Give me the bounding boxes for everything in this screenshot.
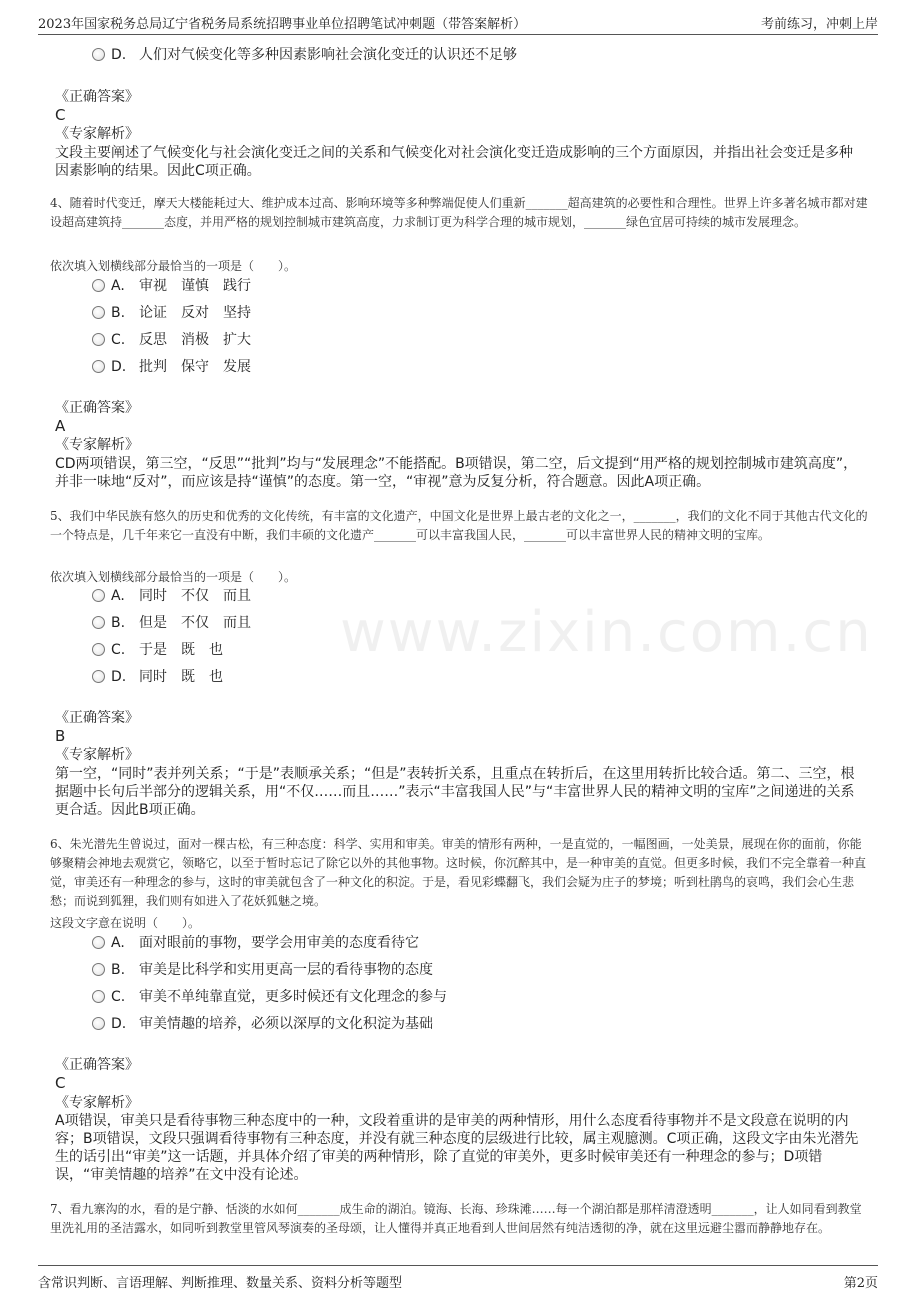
radio-icon[interactable] [92, 279, 105, 292]
option-text: 于是 既 也 [139, 642, 223, 658]
q5-option-c[interactable] [92, 640, 223, 660]
q5-answer: B [55, 727, 66, 745]
option-text: 但是 不仅 而且 [139, 615, 251, 631]
q5-prompt: 依次填入划横线部分最恰当的一项是（ ）。 [50, 570, 297, 584]
option-letter: D. [111, 359, 127, 375]
radio-icon[interactable] [92, 360, 105, 373]
radio-icon[interactable] [92, 616, 105, 629]
option-letter: B. [111, 615, 126, 631]
radio-icon[interactable] [92, 990, 105, 1003]
q6-option-b[interactable] [92, 960, 433, 980]
option-text: 反思 消极 扩大 [139, 332, 251, 348]
option-text: 审美是比科学和实用更高一层的看待事物的态度 [139, 962, 433, 978]
option-letter: A. [111, 588, 125, 604]
radio-icon[interactable] [92, 643, 105, 656]
q4-stem: 4、随着时代变迁，摩天大楼能耗过大、维护成本过高、影响环境等多种弊端促使人们重新_______超高建筑的必要性和合理性。世界上许多著名城市都对建设超高建筑持_______态度，并用严格的规划控制城市建筑高度，力求制订更为科学合理的城市规划，_______绿色宜居可持续的城市发展理念。 [50, 196, 868, 229]
watermark: www.zixin.com.cn [340, 600, 873, 665]
q4-option-c[interactable] [92, 330, 251, 350]
option-letter: D. [111, 47, 127, 63]
q6-option-a[interactable] [92, 933, 419, 953]
option-text: 审美不单纯靠直觉，更多时候还有文化理念的参与 [139, 989, 447, 1005]
q6-answer: C [55, 1074, 66, 1092]
q3-option-d[interactable] [92, 45, 517, 65]
q6-option-d[interactable] [92, 1014, 433, 1034]
q6-prompt: 这段文字意在说明（ ）。 [50, 916, 201, 930]
option-letter: D. [111, 669, 127, 685]
option-letter: A. [111, 278, 125, 294]
analysis-label: 《专家解析》 [55, 437, 139, 453]
q5-option-d[interactable] [92, 667, 223, 687]
q5-stem: 5、我们中华民族有悠久的历史和优秀的文化传统，有丰富的文化遗产，中国文化是世界上最古老的文化之一，_______，我们的文化不同于其他古代文化的一个特点是，几千年来它一直没有中断，我们丰硕的文化遗产_______可以丰富我国人民，_______可以丰富世界人民的精神文明的宝库。 [50, 509, 868, 542]
footer-topics: 含常识判断、言语理解、判断推理、数量关系、资料分析等题型 [38, 1276, 403, 1291]
header-slogan: 考前练习，冲刺上岸 [760, 17, 878, 32]
q4-option-b[interactable] [92, 303, 251, 323]
option-letter: B. [111, 305, 126, 321]
radio-icon[interactable] [92, 670, 105, 683]
answer-label: 《正确答案》 [55, 400, 139, 416]
q4-option-d[interactable] [92, 357, 251, 377]
q3-explanation: 文段主要阐述了气候变化与社会演化变迁之间的关系和气候变化对社会演化变迁造成影响的三个方面原因，并指出社会变迁是多种因素影响的结果。因此C项正确。 [55, 145, 853, 179]
q6-explanation: A项错误，审美只是看待事物三种态度中的一种，文段着重讲的是审美的两种情形，用什么态度看待事物并不是文段意在说明的内容；B项错误，文段只强调看待事物有三种态度，并没有就三种态度的层级进行比较，属主观臆测。C项正确，这段文字由朱光潜先生的话引出“审美”这一话题，并具体介绍了审美的两种情形，除了直觉的审美外，更多时候审美还有一种理念的参与；D项错误，“审美情趣的培养”在文中没有论述。 [55, 1113, 859, 1183]
q5-option-b[interactable] [92, 613, 251, 633]
option-text: 人们对气候变化等多种因素影响社会演化变迁的认识还不足够 [139, 47, 517, 63]
analysis-label: 《专家解析》 [55, 747, 139, 763]
option-text: 批判 保守 发展 [139, 359, 251, 375]
q3-answer: C [55, 106, 66, 124]
option-letter: B. [111, 962, 126, 978]
option-text: 审美情趣的培养，必须以深厚的文化积淀为基础 [139, 1016, 433, 1032]
q4-option-a[interactable] [92, 276, 251, 296]
option-letter: C. [111, 332, 126, 348]
option-text: 论证 反对 坚持 [139, 305, 251, 321]
radio-icon[interactable] [92, 333, 105, 346]
option-text: 同时 不仅 而且 [139, 588, 251, 604]
radio-icon[interactable] [92, 589, 105, 602]
option-letter: A. [111, 935, 125, 951]
answer-label: 《正确答案》 [55, 1057, 139, 1073]
page-header [38, 10, 878, 35]
option-text: 面对眼前的事物，要学会用审美的态度看待它 [139, 935, 419, 951]
option-text: 同时 既 也 [139, 669, 223, 685]
option-letter: D. [111, 1016, 127, 1032]
answer-label: 《正确答案》 [55, 89, 139, 105]
page-number: 第2页 [843, 1276, 878, 1291]
radio-icon[interactable] [92, 963, 105, 976]
radio-icon[interactable] [92, 48, 105, 61]
option-letter: C. [111, 989, 126, 1005]
q5-explanation: 第一空，“同时”表并列关系；“于是”表顺承关系；“但是”表转折关系，且重点在转折后，在这里用转折比较合适。第二、三空，根据题中长句后半部分的逻辑关系，用“不仅……而且……”表示“丰富我国人民”与“丰富世界人民的精神文明的宝库”之间递进的关系更合适。因此B项正确。 [55, 766, 855, 818]
q6-stem: 6、朱光潜先生曾说过，面对一棵古松，有三种态度：科学、实用和审美。审美的情形有两种，一是直觉的，一幅图画，一处美景，展现在你的面前，你能够聚精会神地去观赏它，领略它，以至于暂时忘记了除它以外的其他事物。这时候，你沉醉其中，是一种审美的直觉。但更多时候，我们不完全靠着一种直觉，审美还有一种理念的参与，这时的审美就包含了一种文化的积淀。于是，看见彩蝶翻飞，我们会疑为庄子的梦境；听到杜鹃鸟的哀鸣，我们会心生悲愁；而说到狐狸，我们则有如进入了花妖狐魅之境。 [50, 837, 867, 908]
radio-icon[interactable] [92, 1017, 105, 1030]
answer-label: 《正确答案》 [55, 710, 139, 726]
radio-icon[interactable] [92, 306, 105, 319]
q5-option-a[interactable] [92, 586, 251, 606]
q4-explanation: CD两项错误，第三空，“反思”“批判”均与“发展理念”不能搭配。B项错误，第二空，后文提到“用严格的规划控制城市建筑高度”，并非一味地“反对”，而应该是持“谨慎”的态度。第一空，“审视”意为反复分析，符合题意。因此A项正确。 [55, 456, 858, 490]
analysis-label: 《专家解析》 [55, 1095, 139, 1111]
q4-answer: A [55, 417, 66, 435]
q6-option-c[interactable] [92, 987, 447, 1007]
q4-prompt: 依次填入划横线部分最恰当的一项是（ ）。 [50, 259, 297, 273]
document-title: 2023年国家税务总局辽宁省税务局系统招聘事业单位招聘笔试冲刺题（带答案解析） [38, 17, 527, 32]
radio-icon[interactable] [92, 936, 105, 949]
option-text: 审视 谨慎 践行 [139, 278, 251, 294]
analysis-label: 《专家解析》 [55, 126, 139, 142]
q7-stem: 7、看九寨沟的水，看的是宁静、恬淡的水如何_______成生命的湖泊。镜海、长海、珍珠滩……每一个湖泊都是那样清澄透明_______，让人如同看到教堂里洗礼用的圣洁露水，如同听到教堂里管风琴演奏的圣母颂，让人懂得并真正地看到人世间居然有纯洁透彻的净，就在这里远避尘嚣而静静地存在。 [50, 1202, 862, 1235]
page-footer [38, 1265, 878, 1290]
option-letter: C. [111, 642, 126, 658]
